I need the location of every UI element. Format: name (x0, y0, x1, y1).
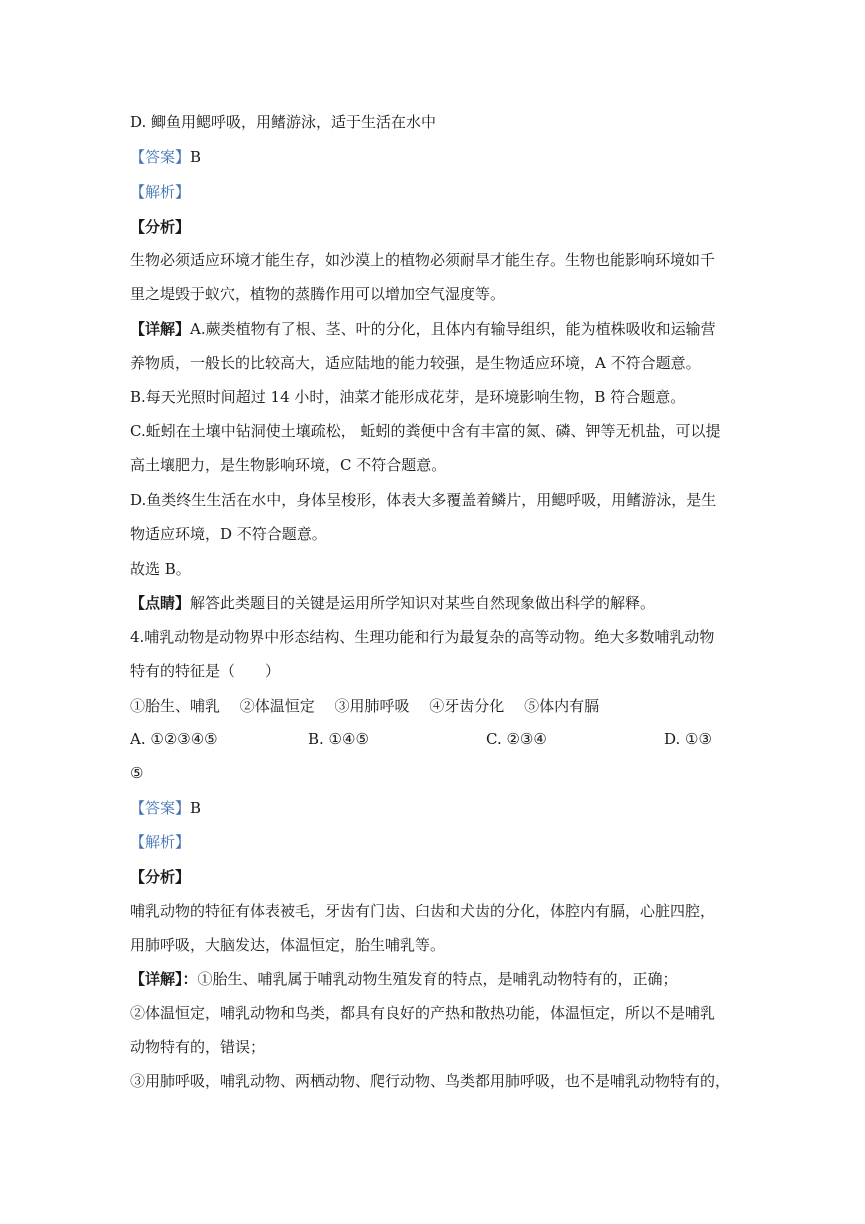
answer-line: 【答案】B (130, 799, 202, 817)
text-line: ②体温恒定，哺乳动物和鸟类，都具有良好的产热和散热功能，体温恒定，所以不是哺乳 (130, 1004, 716, 1022)
text-line: D. 鲫鱼用鳃呼吸，用鳍游泳，适于生活在水中 (130, 113, 437, 131)
text-line: B.每天光照时间超过 14 小时，油菜才能形成花芽，是环境影响生物，B 符合题意。 (130, 388, 686, 406)
fenxi-line (130, 867, 190, 887)
question-line: 特有的特征是（ ） (130, 662, 281, 680)
text-line: 物适应环境，D 不符合题意。 (130, 525, 327, 543)
question-line: 4.哺乳动物是动物界中形态结构、生理功能和行为最复杂的高等动物。绝大多数哺乳动物 (130, 628, 715, 646)
text-line: 故选 B。 (130, 560, 191, 578)
fenxi-tag: 【分析】 (130, 868, 191, 886)
answer-line: 【答案】B (130, 148, 202, 166)
text-line: 用肺呼吸，大脑发达，体温恒定，胎生哺乳等。 (130, 936, 446, 954)
feature-list: ①胎生、哺乳 ②体温恒定 ③用肺呼吸 ④牙齿分化 ⑤体内有膈 (130, 697, 600, 715)
text-line: 生物必须适应环境才能生存，如沙漠上的植物必须耐旱才能生存。生物也能影响环境如千 (130, 251, 716, 269)
option-c: C. ②③④ (486, 730, 547, 748)
detail-line: 【详解】：①胎生、哺乳属于哺乳动物生殖发育的特点，是哺乳动物特有的，正确； (130, 970, 678, 988)
analysis-tag: 【解析】 (130, 833, 191, 851)
dianjing-line: 【点睛】解答此类题目的关键是运用所学知识对某些自然现象做出科学的解释。 (130, 594, 656, 612)
text-line: 动物特有的，错误； (130, 1038, 266, 1056)
option-d: D. ①③ (664, 730, 712, 748)
text-line: 哺乳动物的特征有体表被毛，牙齿有门齿、臼齿和犬齿的分化，体腔内有膈，心脏四腔， (130, 902, 716, 920)
text-line: 里之堤毁于蚁穴，植物的蒸腾作用可以增加空气湿度等。 (130, 285, 506, 303)
detail-tag: 【详解】 (130, 320, 191, 338)
text-line: C.蚯蚓在土壤中钻洞使土壤疏松， 蚯蚓的粪便中含有丰富的氮、磷、钾等无机盐，可以提 (130, 422, 721, 440)
analysis-tag: 【解析】 (130, 183, 191, 201)
analysis-line (130, 182, 190, 202)
text-line: 高土壤肥力，是生物影响环境，C 不符合题意。 (130, 456, 447, 474)
option-b: B. ①④⑤ (308, 730, 369, 748)
text-line: 养物质，一般长的比较高大，适应陆地的能力较强，是生物适应环境，A 不符合题意。 (130, 354, 701, 372)
answer-tag: 【答案】 (130, 148, 191, 166)
fenxi-line (130, 217, 190, 237)
detail-line: 【详解】A.蕨类植物有了根、茎、叶的分化，且体内有输导组织，能为植株吸收和运输营 (130, 320, 716, 338)
analysis-line (130, 832, 190, 852)
answer-tag: 【答案】 (130, 799, 191, 817)
text-line: ③用肺呼吸，哺乳动物、两栖动物、爬行动物、鸟类都用肺呼吸，也不是哺乳动物特有的， (130, 1072, 731, 1090)
option-d-wrap: ⑤ (130, 764, 144, 782)
fenxi-tag: 【分析】 (130, 218, 191, 236)
text-line: D.鱼类终生生活在水中，身体呈梭形，体表大多覆盖着鳞片，用鳃呼吸，用鳍游泳，是生 (130, 491, 717, 509)
detail-tag: 【详解】： (130, 970, 198, 988)
option-a: A. ①②③④⑤ (130, 730, 218, 748)
dianjing-tag: 【点睛】 (130, 594, 191, 612)
